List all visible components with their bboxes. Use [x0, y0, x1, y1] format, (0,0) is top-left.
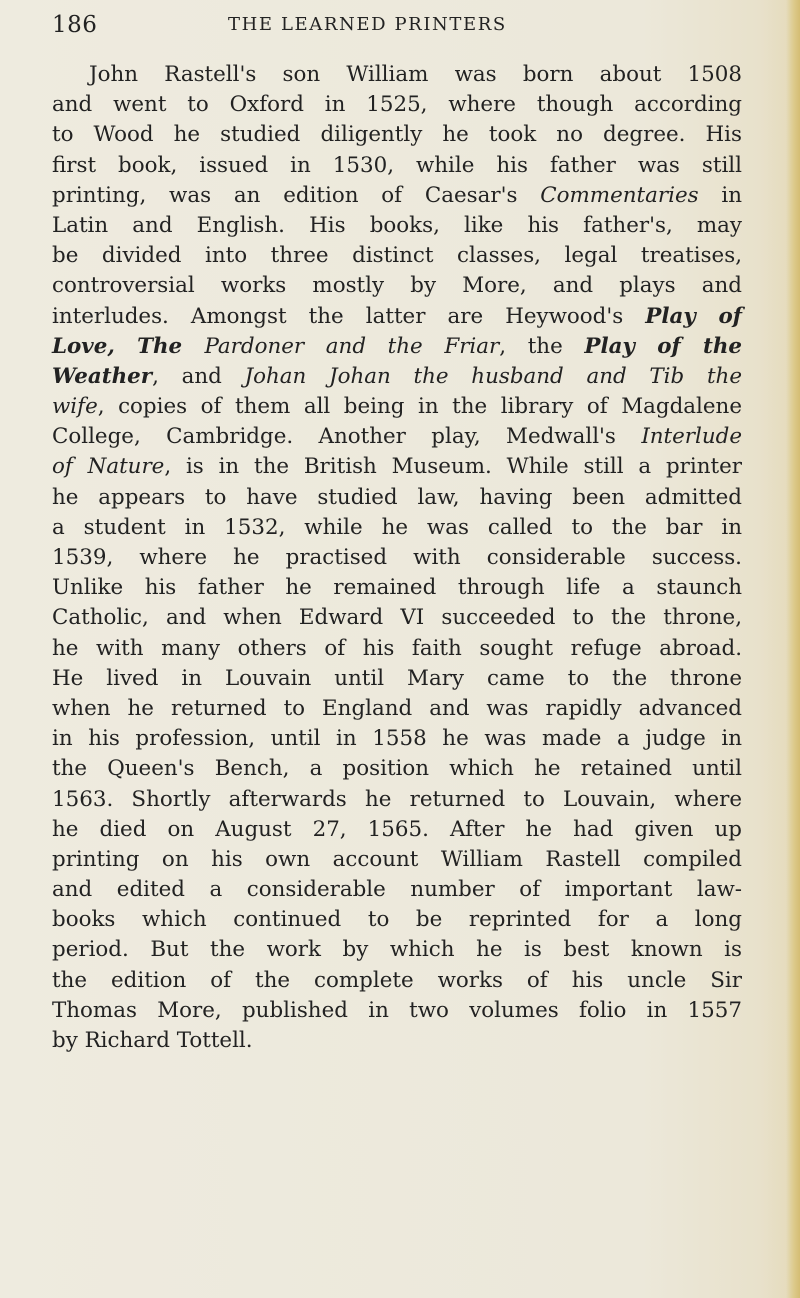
italic-title-segment: Johan Johan the husband and Tib the	[244, 363, 742, 389]
text-segment: controversial works mostly by More, and plays and	[52, 273, 742, 299]
text-line	[52, 573, 742, 603]
text-line	[52, 151, 742, 181]
text-segment: when he returned to England and was rapidly advanced	[52, 695, 742, 721]
text-line	[52, 452, 742, 482]
text-segment: in	[698, 182, 743, 208]
text-segment: Catholic, and when Edward VI succeeded to the throne,	[52, 605, 742, 631]
text-line	[52, 724, 742, 754]
text-line	[52, 392, 742, 422]
text-segment: 1539, where he practised with considerable success.	[52, 545, 742, 570]
text-segment: , the	[499, 333, 585, 359]
running-head	[52, 12, 742, 42]
text-line	[52, 875, 742, 905]
text-segment: interludes. Amongst the latter are Heywood's	[52, 303, 646, 329]
text-line	[52, 302, 742, 332]
text-segment: printing on his own account William Rastell compiled	[52, 846, 742, 872]
text-line	[52, 1026, 742, 1056]
text-line	[52, 422, 742, 452]
text-line	[52, 935, 742, 965]
text-segment: by Richard Tottell.	[52, 1028, 253, 1053]
text-segment: Latin and English. His books, like his father's, may	[52, 212, 742, 238]
text-line	[52, 513, 742, 543]
text-segment: He lived in Louvain until Mary came to the throne	[52, 665, 742, 691]
text-segment: a student in 1532, while he was called to the bar in	[52, 514, 742, 540]
text-segment: he appears to have studied law, having been admitted	[52, 484, 742, 510]
text-line	[52, 332, 742, 362]
text-line	[52, 785, 742, 815]
text-line	[52, 120, 742, 150]
page-edge-shading	[786, 0, 800, 1298]
text-segment: and edited a considerable number of important law-	[52, 877, 742, 903]
text-line	[52, 996, 742, 1026]
italic-title-segment: Interlude	[641, 424, 742, 450]
text-segment: College, Cambridge. Another play, Medwall's	[52, 424, 642, 450]
text-line	[52, 543, 742, 573]
text-line	[52, 181, 742, 211]
text-segment: and went to Oxford in 1525, where though according	[52, 92, 742, 118]
italic-title-segment: Weather	[52, 363, 153, 389]
text-line	[52, 966, 742, 996]
text-segment: period. But the work by which he is best known is	[52, 937, 742, 963]
text-line	[52, 664, 742, 694]
text-line	[52, 815, 742, 845]
text-segment: , and	[152, 363, 245, 389]
italic-title-segment: Friar	[444, 333, 500, 359]
text-segment: Thomas More, published in two volumes folio in 1557	[52, 997, 742, 1023]
text-segment: Unlike his father he remained through life a staunch	[52, 575, 742, 601]
text-segment: the Queen's Bench, a position which he retained until	[52, 756, 742, 782]
italic-title-segment: and the	[304, 333, 445, 359]
italic-title-segment: Commentaries	[540, 182, 699, 208]
text-segment: in his profession, until in 1558 he was made a judge in	[52, 726, 742, 752]
text-line	[52, 603, 742, 633]
italic-title-segment: Play of the	[584, 333, 743, 359]
text-segment: he with many others of his faith sought refuge abroad.	[52, 635, 742, 661]
text-line	[52, 845, 742, 875]
italic-title-segment: of Nature	[52, 454, 165, 480]
text-segment: he died on August 27, 1565. After he had given up	[52, 816, 742, 842]
italic-title-segment: Love, The	[52, 333, 205, 359]
text-line	[52, 754, 742, 784]
text-line	[52, 271, 742, 301]
text-line	[52, 905, 742, 935]
text-segment: first book, issued in 1530, while his father was still	[52, 152, 742, 178]
text-segment: to Wood he studied diligently he took no degree. His	[52, 122, 742, 148]
text-line	[52, 90, 742, 120]
text-segment: the edition of the complete works of his uncle Sir	[52, 967, 742, 993]
text-segment: books which continued to be reprinted for a long	[52, 907, 742, 933]
body-paragraph	[52, 60, 742, 1056]
text-line	[52, 362, 742, 392]
text-line	[52, 60, 742, 90]
italic-title-segment: Pardoner	[204, 333, 305, 359]
italic-title-segment: Play of	[645, 303, 742, 329]
text-segment: , is in the British Museum. While still a printer	[164, 454, 742, 480]
text-segment: 1563. Shortly afterwards he returned to Louvain, where	[52, 786, 742, 812]
running-title: THE LEARNED PRINTERS	[228, 14, 507, 35]
text-segment: John Rastell's son William was born about 1508	[89, 62, 742, 87]
page-number: 186	[52, 12, 98, 38]
text-segment: be divided into three distinct classes, legal treatises,	[52, 243, 742, 269]
text-segment: , copies of them all being in the library of Magdalene	[97, 394, 742, 420]
text-line	[52, 694, 742, 724]
italic-title-segment: wife	[52, 394, 98, 420]
text-segment: printing, was an edition of Caesar's	[52, 182, 541, 208]
text-line	[52, 634, 742, 664]
text-line	[52, 483, 742, 513]
text-line	[52, 211, 742, 241]
text-line	[52, 241, 742, 271]
